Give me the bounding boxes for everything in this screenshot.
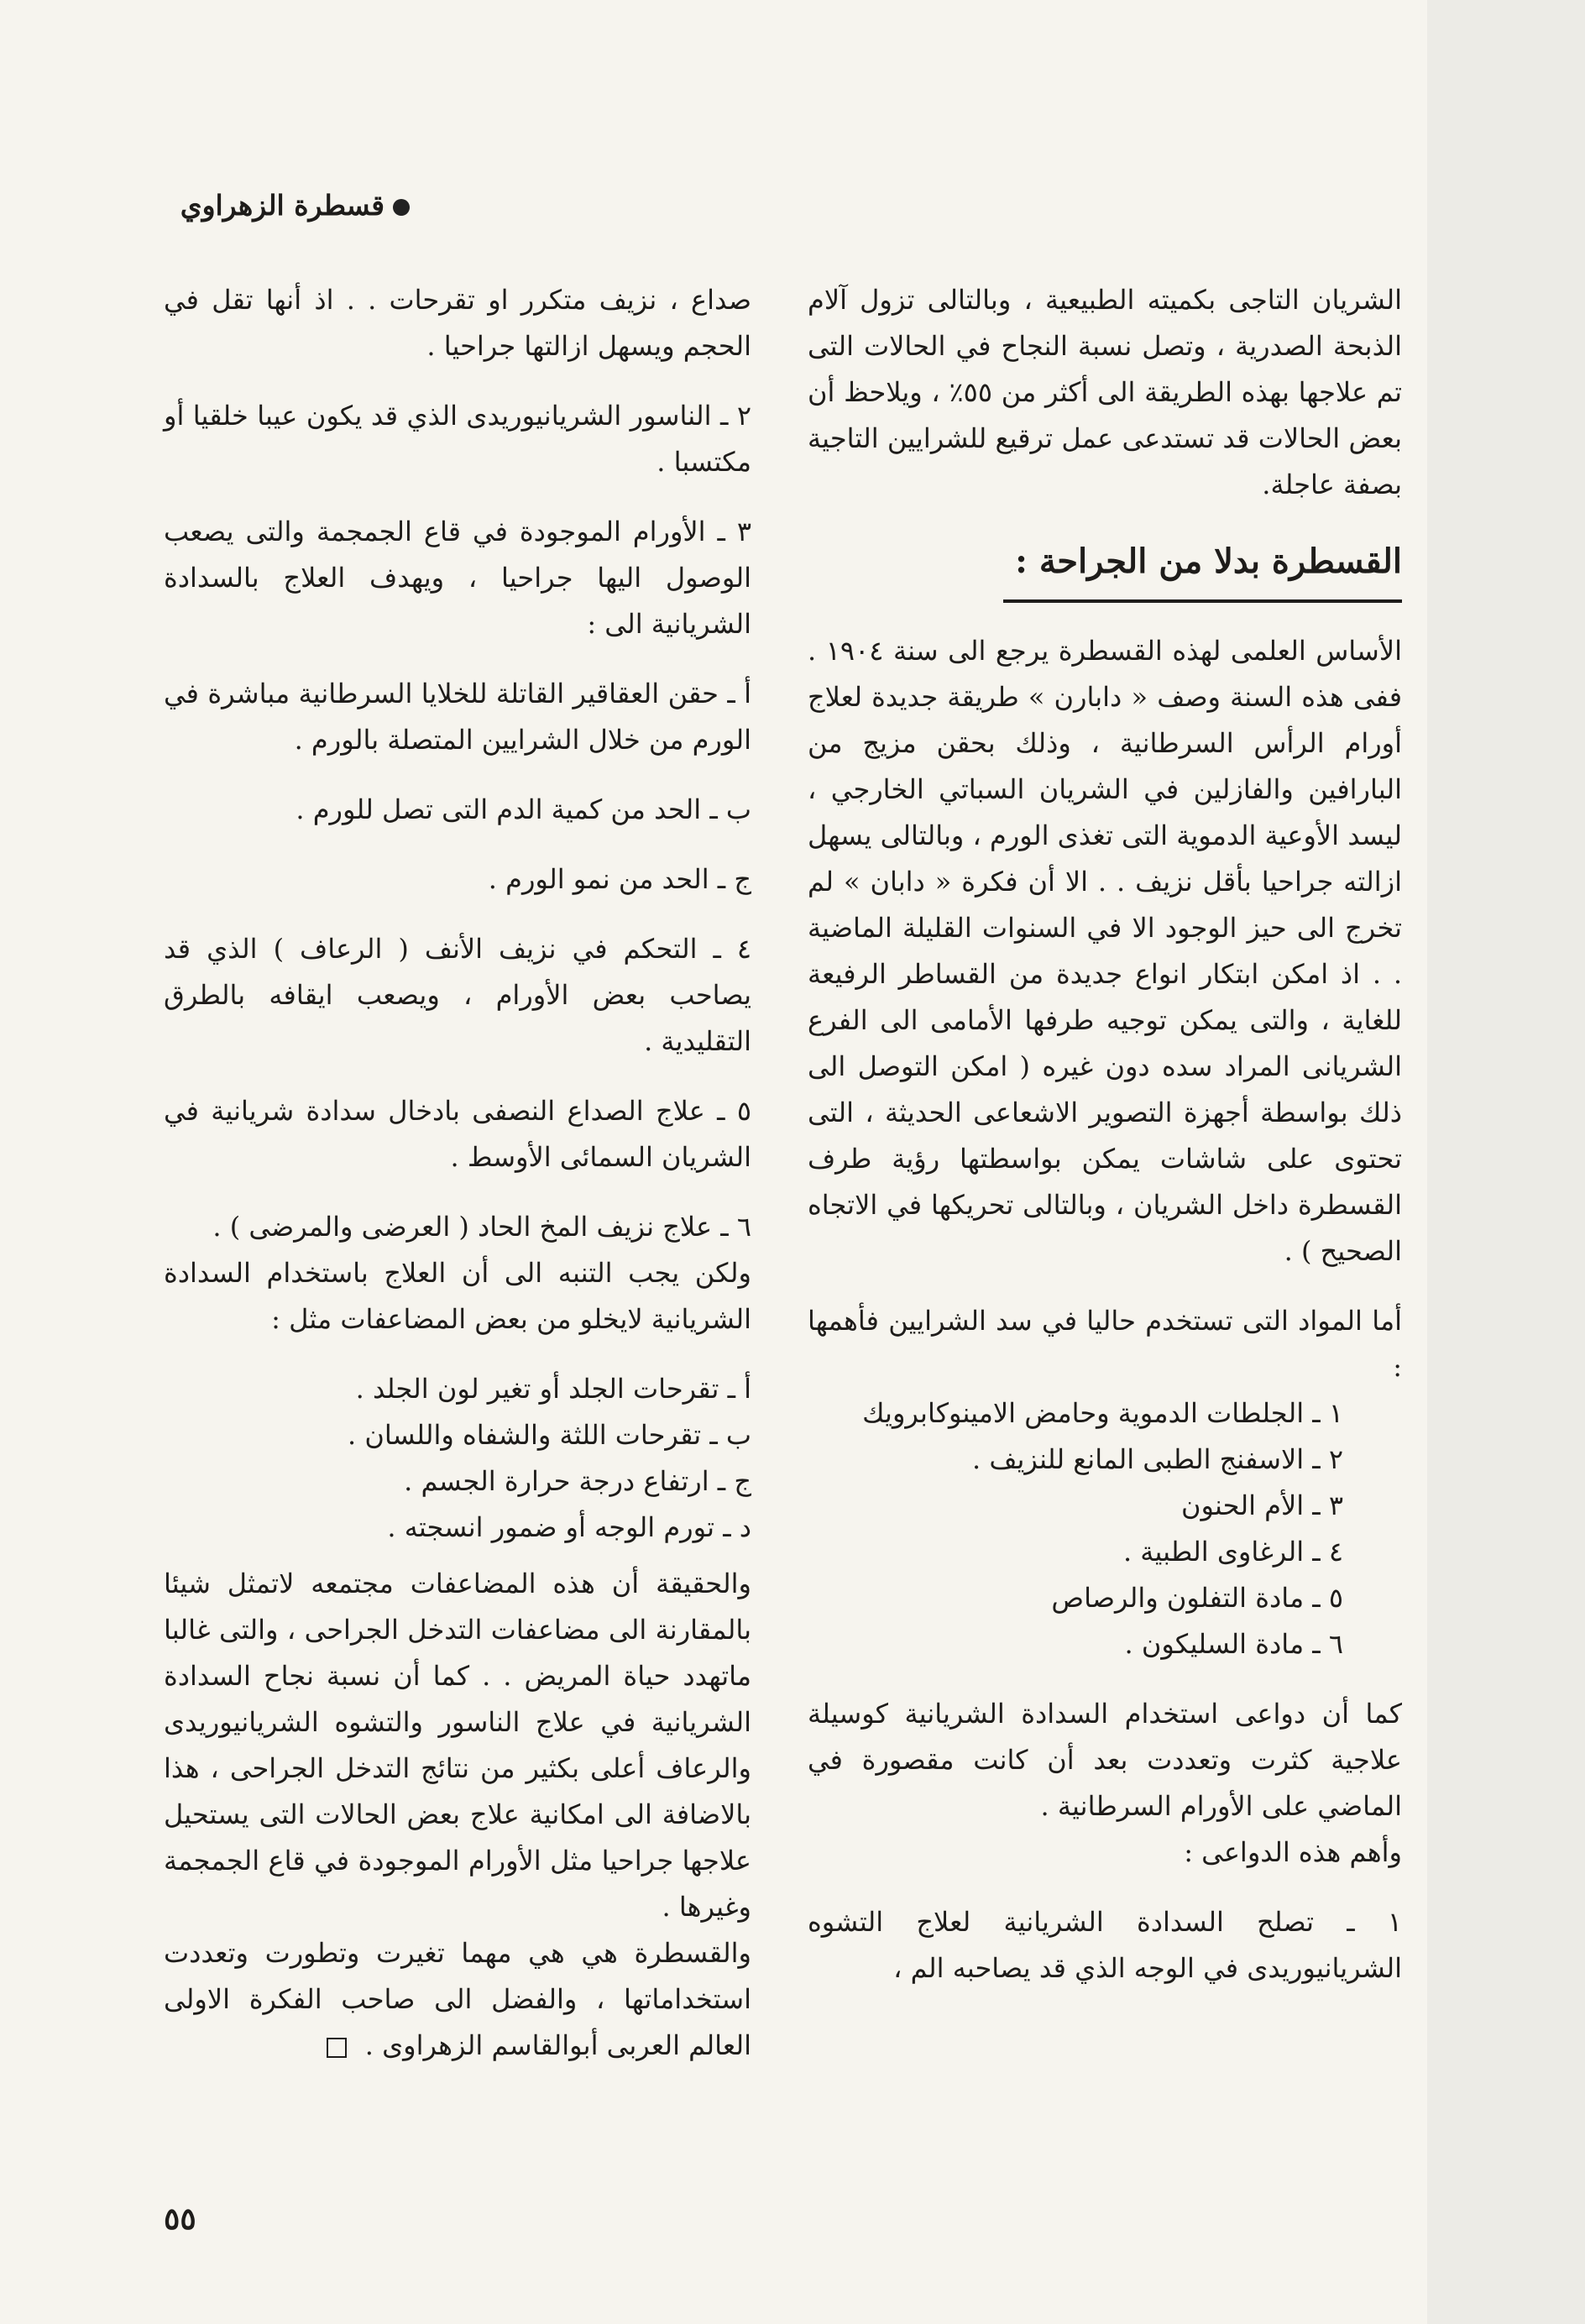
list-item: ١ ـ الجلطات الدموية وحامض الامينوكابرويك xyxy=(862,1397,1343,1429)
indication-item-5: ٥ ـ علاج الصداع النصفى بادخال سدادة شريانية في الشريان السمائى الأوسط . xyxy=(164,1095,751,1173)
list-item: ب ـ تقرحات اللثة والشفاه واللسان . xyxy=(348,1419,751,1451)
list-item: ٣ ـ الأم الحنون xyxy=(1180,1489,1343,1521)
fact-paragraph: والحقيقة أن هذه المضاعفات مجتمعه لاتمثل شيئا بالمقارنة الى مضاعفات التدخل الجراحى ، والتى غالبا ماتهدد حياة المريض . . كما أن نسبة نجاح السدادة الشريانية في علاج الناسور والتشوه الشريانيوريدى والرعاف أعلى بكثير من نتائج التدخل الجراحى ، هذا بالاضافة الى امكانية علاج بعض الحالات التى يستحيل علاجها جراحيا مثل الأورام الموجودة في قاع الجمجمة وغيرها . xyxy=(164,1568,751,1923)
sub-item-3a: أ ـ حقن العقاقير القاتلة للخلايا السرطانية مباشرة في الورم من خلال الشرايين المتصلة بالورم . xyxy=(164,678,751,756)
warning-paragraph: ولكن يجب التنبه الى أن العلاج باستخدام السدادة الشريانية لايخلو من بعض المضاعفات مثل : xyxy=(164,1257,752,1335)
page-margin-shadow xyxy=(1427,0,1585,2324)
list-item: ٢ ـ الاسفنج الطبى المانع للنزيف . xyxy=(972,1443,1343,1475)
indications-paragraph: كما أن دواعى استخدام السدادة الشريانية كوسيلة علاجية كثرت وتعددت بعد أن كانت مقصورة في الماضي على الأورام السرطانية . xyxy=(808,1698,1402,1822)
materials-list xyxy=(808,1390,1402,1667)
complications-list xyxy=(164,1366,751,1551)
list-item: ٦ ـ مادة السليكون . xyxy=(1124,1628,1343,1660)
materials-intro: أما المواد التى تستخدم حاليا في سد الشرايين فأهمها : xyxy=(808,1305,1402,1383)
end-of-article-square-icon xyxy=(327,2038,347,2058)
bullet-dot-icon xyxy=(393,199,410,216)
indication-item-1: ١ ـ تصلح السدادة الشريانية لعلاج التشوه الشريانيوريدى في الوجه الذي قد يصاحبه الم ، xyxy=(808,1906,1402,1984)
indication-item-6: ٦ ـ علاج نزيف المخ الحاد ( العرضى والمرضى ) . xyxy=(212,1211,751,1243)
sub-item-3b: ب ـ الحد من كمية الدم التى تصل للورم . xyxy=(296,793,751,825)
history-paragraph: الأساس العلمى لهذه القسطرة يرجع الى سنة ١٩٠٤ . ففى هذه السنة وصف « دابارن » طريقة جديدة لعلاج أورام الرأس السرطانية ، وذلك بحقن مزيج من البارافين والفازلين في الشريان السباتي الخارجي ، ليسد الأوعية الدموية التى تغذى الورم ، وبالتالى يسهل ازالته جراحيا بأقل نزيف . . الا أن فكرة « دابان » لم تخرج الى حيز الوجود الا في السنوات القليلة الماضية . . اذ امكن ابتكار انواع جديدة من القساطر الرفيعة للغاية ، والتى يمكن توجيه طرفها الأمامى الى الفرع الشريانى المراد سده دون غيره ( امكن التوصل الى ذلك بواسطة أجهزة التصوير الاشعاعى الحديثة ، التى تحتوى على شاشات يمكن بواسطتها رؤية طرف القسطرة داخل الشريان ، وبالتالى تحريكها في الاتجاه الصحيح ) . xyxy=(808,635,1403,1267)
list-item: ٥ ـ مادة التفلون والرصاص xyxy=(1051,1582,1343,1614)
conclusion-paragraph xyxy=(164,1930,751,2069)
list-item: أ ـ تقرحات الجلد أو تغير لون الجلد . xyxy=(355,1373,751,1405)
indication-item-2: ٢ ـ الناسور الشريانيوريدى الذي قد يكون عيبا خلقيا أو مكتسبا . xyxy=(164,400,752,478)
conclusion-text: والقسطرة هي هي مهما تغيرت وتطورت وتعددت استخداماتها ، والفضل الى صاحب الفكرة الاولى العالم العربى أبوالقاسم الزهراوى . xyxy=(164,1937,751,2061)
right-column xyxy=(808,277,1402,2015)
list-item: ج ـ ارتفاع درجة حرارة الجسم . xyxy=(404,1465,751,1497)
indication-item-3: ٣ ـ الأورام الموجودة في قاع الجمجمة والتى يصعب الوصول اليها جراحيا ، ويهدف العلاج بالسدادة الشريانية الى : xyxy=(164,516,751,640)
continuation-paragraph: صداع ، نزيف متكرر او تقرحات . . اذ أنها تقل في الحجم ويسهل ازالتها جراحيا . xyxy=(164,284,751,362)
indications-intro: وأهم هذه الدواعى : xyxy=(1184,1836,1402,1868)
list-item: ٤ ـ الرغاوى الطبية . xyxy=(1122,1536,1343,1568)
list-item: د ـ تورم الوجه أو ضمور انسجته . xyxy=(387,1511,751,1543)
page-number: ٥٥ xyxy=(164,2201,196,2237)
indication-item-4: ٤ ـ التحكم في نزيف الأنف ( الرعاف ) الذي قد يصاحب بعض الأورام ، ويصعب ايقافه بالطرق التقليدية . xyxy=(164,933,751,1057)
intro-paragraph: الشريان التاجى بكميته الطبيعية ، وبالتالى تزول آلام الذبحة الصدرية ، وتصل نسبة النجاح في الحالات التى تم علاجها بهذه الطريقة الى أكثر من ٥٥٪ ، ويلاحظ أن بعض الحالات قد تستدعى عمل ترقيع للشرايين التاجية بصفة عاجلة. xyxy=(808,284,1403,500)
left-column xyxy=(164,277,751,2069)
running-header xyxy=(180,189,410,222)
header-title: قسطرة الزهراوي xyxy=(180,189,384,222)
section-heading: القسطرة بدلا من الجراحة : xyxy=(1003,538,1402,603)
sub-item-3c: ج ـ الحد من نمو الورم . xyxy=(488,863,751,895)
